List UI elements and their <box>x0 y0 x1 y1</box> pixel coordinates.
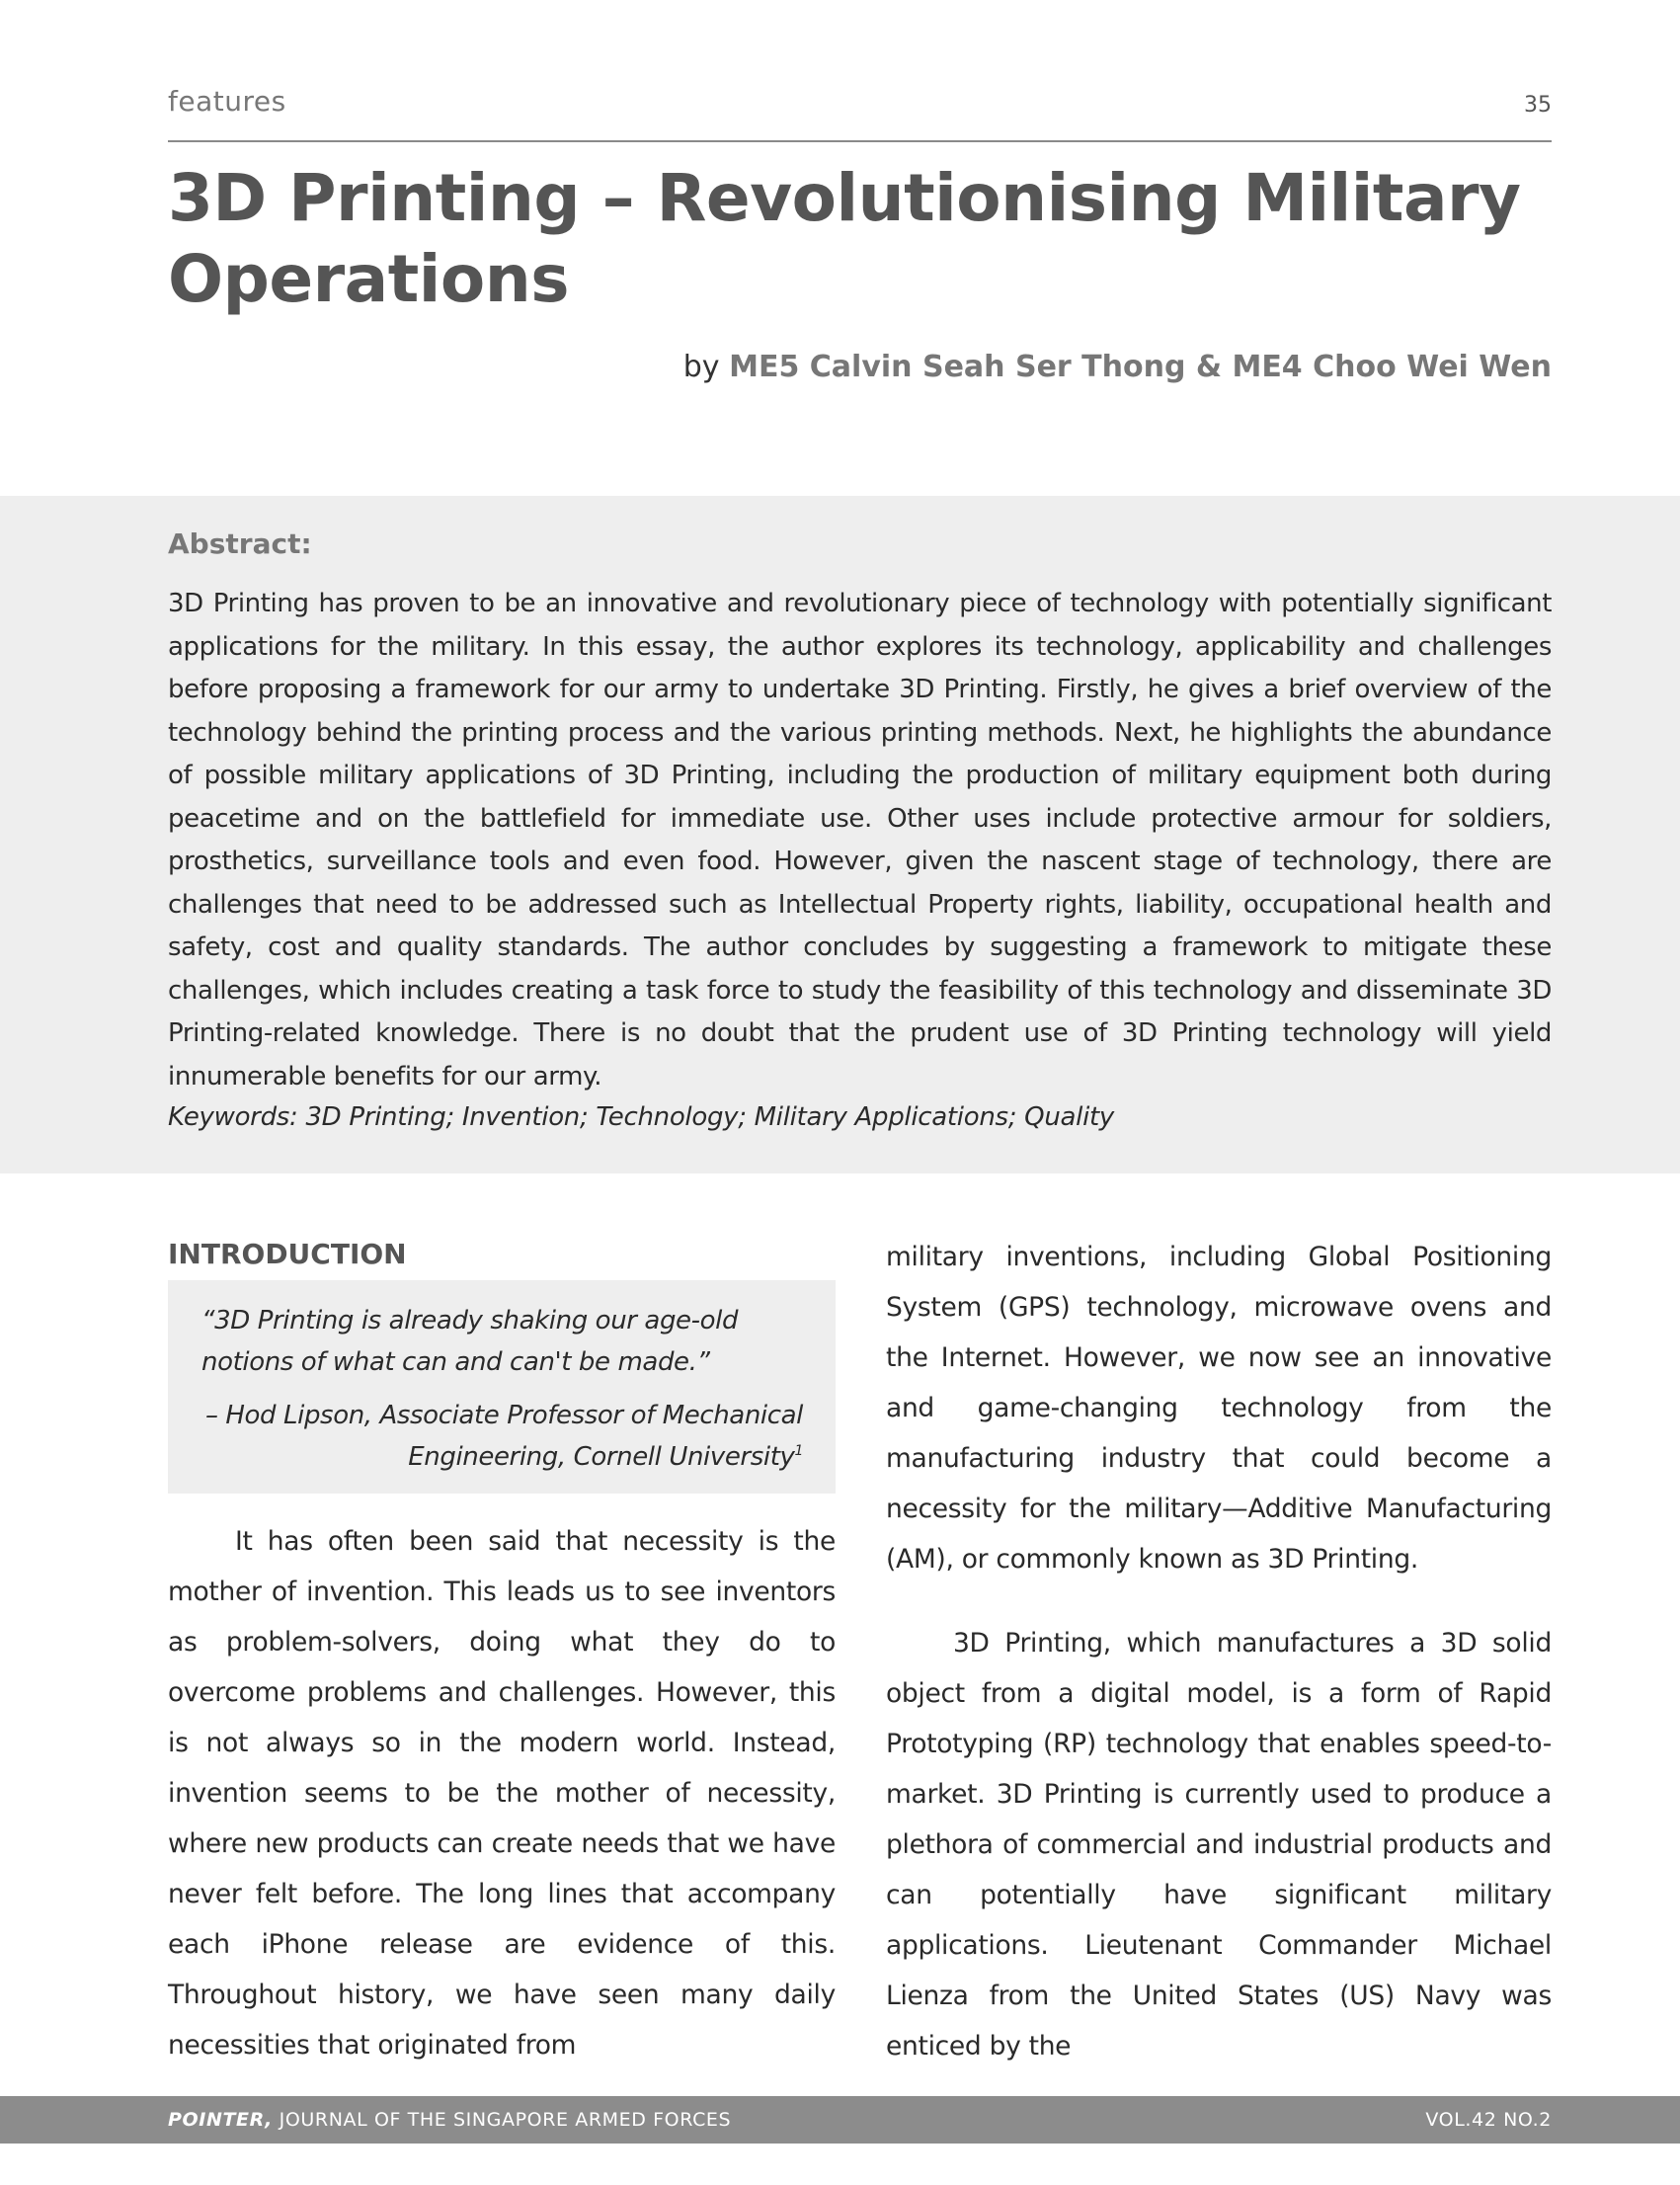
section-label: features <box>168 85 286 118</box>
abstract-text: 3D Printing has proven to be an innovative and revolutionary piece of technology with potentially significant applications for the military. In this essay, the author explores its technology, applicability and challenges before proposing a framework for our army to undertake 3D Printing. Firstly, he gives a brief overview of the technology behind the printing process and the various printing methods. Next, he highlights the abundance of possible military applications of 3D Printing, including the production of military equipment both during peacetime and on the battlefield for immediate use. Other uses include protective armour for soldiers, prosthetics, surveillance tools and even food. However, given the nascent stage of technology, there are challenges that need to be addressed such as Intellectual Property rights, liability, occupational health and safety, cost and quality standards. The author concludes by suggesting a framework to mitigate these challenges, which includes creating a task force to study the feasibility of this technology and disseminate 3D Printing-related knowledge. There is no doubt that the prudent use of 3D Printing technology will yield innumerable benefits for our army. <box>168 589 1552 1092</box>
byline <box>683 350 1552 384</box>
epigraph-quote: “3D Printing is already shaking our age-old notions of what can and can't be made.” <box>201 1306 739 1377</box>
byline-authors: ME5 Calvin Seah Ser Thong & ME4 Choo Wei Wen <box>729 350 1552 384</box>
byline-prefix: by <box>682 350 730 384</box>
abstract-heading: Abstract: <box>168 527 312 560</box>
footer-journal-name: POINTER, <box>168 2109 273 2131</box>
epigraph-quote-box <box>168 1280 836 1494</box>
page-number: 35 <box>1524 93 1552 118</box>
epigraph-attribution <box>191 1395 803 1478</box>
footer-volume: VOL.42 NO.2 <box>1425 2109 1552 2131</box>
footer-bar <box>0 2096 1680 2144</box>
article-title: 3D Printing – Revolutionising Military Operations <box>168 160 1521 317</box>
introduction-paragraph-1-continued: military inventions, including Global Positioning System (GPS) technology, microwave ovens and the Internet. However, we now see an innovative and game-changing technology from the manufacturing industry that could become a necessity for the military—Additive Manufacturing (AM), or commonly known as 3D Printing. <box>886 1242 1552 1575</box>
introduction-paragraph-2: 3D Printing, which manufactures a 3D solid object from a digital model, is a form of Rapid Prototyping (RP) technology that enables speed-to-market. 3D Printing is currently used to produce a plethora of commercial and industrial products and can potentially have significant military applications. Lieutenant Commander Michael Lienza from the United States (US) Navy was enticed by the <box>886 1628 1552 2062</box>
footer-journal-subtitle: JOURNAL OF THE SINGAPORE ARMED FORCES <box>273 2109 732 2131</box>
header-divider <box>168 140 1552 142</box>
abstract-keywords: Keywords: 3D Printing; Invention; Technology; Military Applications; Quality <box>168 1102 1114 1132</box>
introduction-heading: INTRODUCTION <box>168 1238 407 1270</box>
footer-journal <box>168 2109 731 2131</box>
attribution-text: – Hod Lipson, Associate Professor of Mechanical Engineering, Cornell University <box>204 1401 803 1472</box>
introduction-paragraph-1: It has often been said that necessity is the mother of invention. This leads us to see inventors as problem-solvers, doing what they do to overcome problems and challenges. However, this is not always so in the modern world. Instead, invention seems to be the mother of necessity, where new products can create needs that we have never felt before. The long lines that accompany each iPhone release are evidence of this. Throughout history, we have seen many daily necessities that originated from <box>168 1526 836 2061</box>
footnote-marker: 1 <box>794 1443 803 1459</box>
